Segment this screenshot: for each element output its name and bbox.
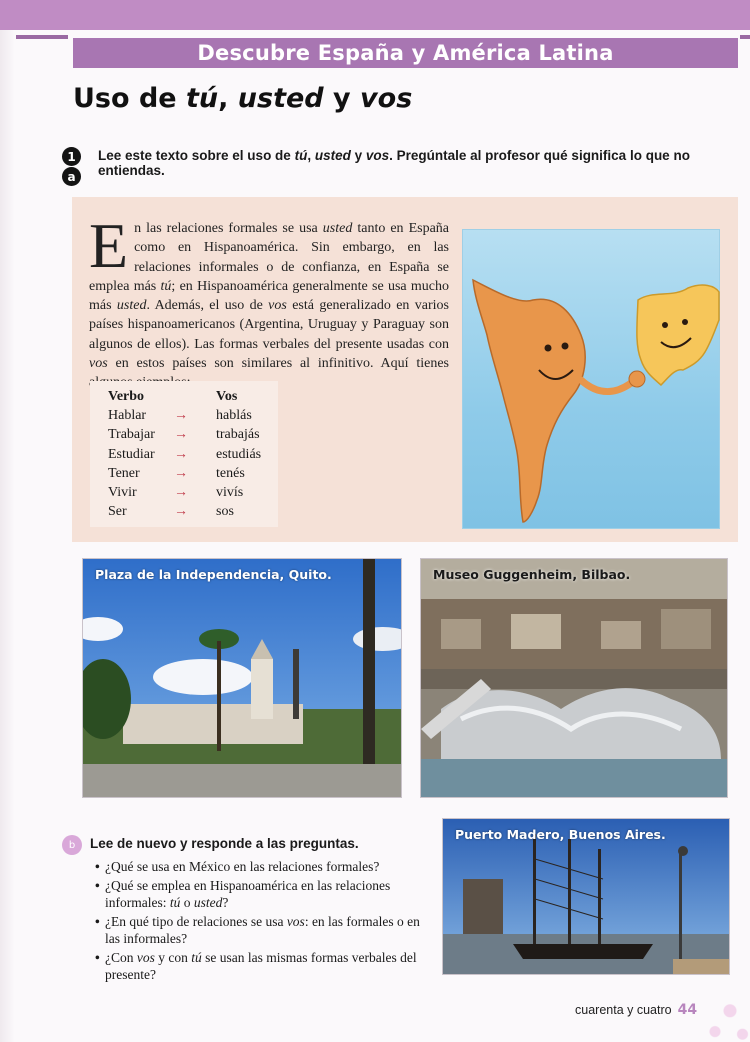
- header-verb: Verbo: [108, 388, 145, 404]
- reading-seg-3: ; en Hispanoamérica generalmente se usa mucho más: [89, 278, 449, 314]
- reading-em-usted-2: usted: [116, 298, 147, 314]
- top-rule-left: [16, 35, 68, 39]
- reading-seg-6: en estos países son similares al infinitivo. Aquí tienes: [115, 356, 449, 372]
- table-row: [108, 503, 276, 522]
- reading-text: [89, 210, 449, 393]
- exercise-badges: [62, 147, 82, 187]
- hand: [629, 371, 645, 387]
- title-and: y: [323, 83, 361, 114]
- spain-eye-left: [662, 322, 668, 328]
- verb-table-header: [108, 387, 276, 406]
- photo-puerto-madero: [442, 818, 730, 975]
- list-item: [95, 858, 425, 876]
- table-row: [108, 426, 276, 445]
- page-number: 44: [677, 1002, 698, 1018]
- exercise-b-badge: b: [62, 835, 82, 855]
- exercise-instruction: [98, 148, 738, 178]
- title-usted: usted: [237, 83, 324, 114]
- reading-seg-4: . Además, el uso de: [146, 298, 269, 314]
- table-row: [108, 464, 276, 483]
- header-vos: Vos: [216, 388, 238, 404]
- reading-seg-2: tanto en España como en Hispanoamérica. Sin embargo, en las relaciones informales o de confianza, en España se emplea más: [89, 221, 449, 294]
- spain-character: [637, 285, 719, 385]
- verb-infinitive: Vivir: [108, 485, 137, 501]
- arrow-icon: →: [174, 504, 188, 520]
- table-row: [108, 445, 276, 464]
- verb-infinitive: Trabajar: [108, 427, 155, 443]
- verb-infinitive: Tener: [108, 465, 140, 481]
- instruction-text-end: . Pregúntale al profesor qué significa lo que no entiendas.: [98, 148, 690, 178]
- spain-eye-right: [682, 319, 688, 325]
- verb-vos-form: tenés: [216, 465, 245, 481]
- question-2-usted: usted: [193, 895, 223, 910]
- question-1: ¿Qué se usa en México en las relaciones formales?: [105, 859, 380, 874]
- arrow-icon: →: [174, 407, 188, 423]
- verb-vos-form: vivís: [216, 485, 244, 501]
- question-4-and: y con: [154, 949, 192, 965]
- verb-table: [90, 381, 278, 527]
- question-4-vos: vos: [136, 949, 155, 965]
- drop-cap: E: [89, 210, 129, 281]
- section-title: Descubre España y América Latina: [197, 41, 614, 65]
- header-arrow-spacer: [170, 387, 216, 406]
- question-list: [95, 858, 425, 985]
- top-rule-right: [740, 35, 750, 39]
- verb-infinitive: Hablar: [108, 407, 147, 423]
- sa-eye-right: [562, 343, 569, 350]
- verb-vos-form: trabajás: [216, 427, 260, 443]
- page-number-words: cuarenta y cuatro: [575, 1003, 672, 1017]
- reading-em-usted: usted: [322, 221, 353, 236]
- reading-seg-5: está generalizado en varios países hispanoamericanos (Argentina, Uruguay y Paraguay son algunos de ellos). Las formas verbales del presente usadas con: [89, 298, 449, 352]
- page-footer: [575, 1002, 697, 1018]
- question-4-end: se usan las mismas formas verbales del presente?: [105, 949, 417, 982]
- instruction-comma: ,: [307, 148, 315, 163]
- arrow-icon: →: [174, 427, 188, 443]
- instruction-usted: usted: [314, 148, 351, 163]
- title-vos: vos: [360, 83, 413, 114]
- title-tu: tú: [185, 83, 219, 114]
- verb-infinitive: Ser: [108, 504, 127, 520]
- top-color-band: [0, 0, 750, 30]
- photo-caption-madero: Puerto Madero, Buenos Aires.: [455, 827, 666, 842]
- south-america-character: [473, 280, 585, 522]
- photo-caption-bilbao: Museo Guggenheim, Bilbao.: [433, 567, 631, 582]
- section-banner: [73, 38, 738, 68]
- list-item: [95, 913, 425, 948]
- question-2-end: ?: [222, 895, 229, 910]
- reading-em-vos: vos: [268, 298, 287, 314]
- instruction-and: y: [350, 148, 366, 163]
- exercise-letter-badge: a: [62, 167, 81, 186]
- arrow-icon: →: [174, 485, 188, 501]
- question-3-end: : en las formales o en las informales?: [105, 913, 420, 946]
- question-4-text: ¿Con: [105, 949, 137, 965]
- photo-caption-quito: Plaza de la Independencia, Quito.: [95, 567, 332, 582]
- instruction-text: Lee este texto sobre el uso de: [98, 148, 295, 163]
- verb-vos-form: estudiás: [216, 446, 262, 462]
- verb-vos-form: sos: [216, 504, 234, 520]
- arrow-icon: →: [174, 446, 188, 462]
- exercise-number-badge: 1: [62, 147, 81, 166]
- question-2-tu: tú: [169, 895, 181, 910]
- quito-scene: [83, 559, 402, 798]
- sa-eye-left: [545, 345, 552, 352]
- continents-cartoon-illustration: [462, 229, 720, 529]
- exercise-b-title: Lee de nuevo y responde a las preguntas.: [90, 836, 359, 851]
- page-edge-shadow: [0, 30, 14, 1042]
- table-row: [108, 406, 276, 425]
- table-row: [108, 483, 276, 502]
- title-text: Uso de: [73, 83, 186, 114]
- question-3-text: ¿En qué tipo de relaciones se usa: [105, 913, 287, 929]
- handshake-arm: [581, 380, 635, 392]
- list-item: [95, 949, 425, 984]
- cartoon-drawing: [463, 230, 721, 530]
- question-2-or: o: [180, 895, 194, 910]
- instruction-tu: tú: [294, 148, 308, 163]
- photo-bilbao: [420, 558, 728, 798]
- page-title: [73, 83, 412, 114]
- title-comma: ,: [218, 83, 238, 114]
- question-2-text: ¿Qué se emplea en Hispanoamérica en las relaciones informales:: [105, 877, 391, 910]
- question-3-vos: vos: [286, 913, 305, 929]
- reading-seg-1: n las relaciones formales se usa: [134, 221, 323, 236]
- madero-scene: [443, 819, 730, 975]
- reading-em-tu: tú: [160, 278, 172, 294]
- arrow-icon: →: [174, 465, 188, 481]
- instruction-vos: vos: [365, 148, 390, 163]
- question-4-tu: tú: [191, 949, 202, 965]
- list-item: [95, 877, 425, 912]
- verb-vos-form: hablás: [216, 407, 252, 423]
- bilbao-scene: [421, 559, 728, 798]
- decorative-dots: [700, 990, 750, 1042]
- photo-quito: [82, 558, 402, 798]
- reading-em-vos-2: vos: [89, 356, 108, 372]
- verb-infinitive: Estudiar: [108, 446, 155, 462]
